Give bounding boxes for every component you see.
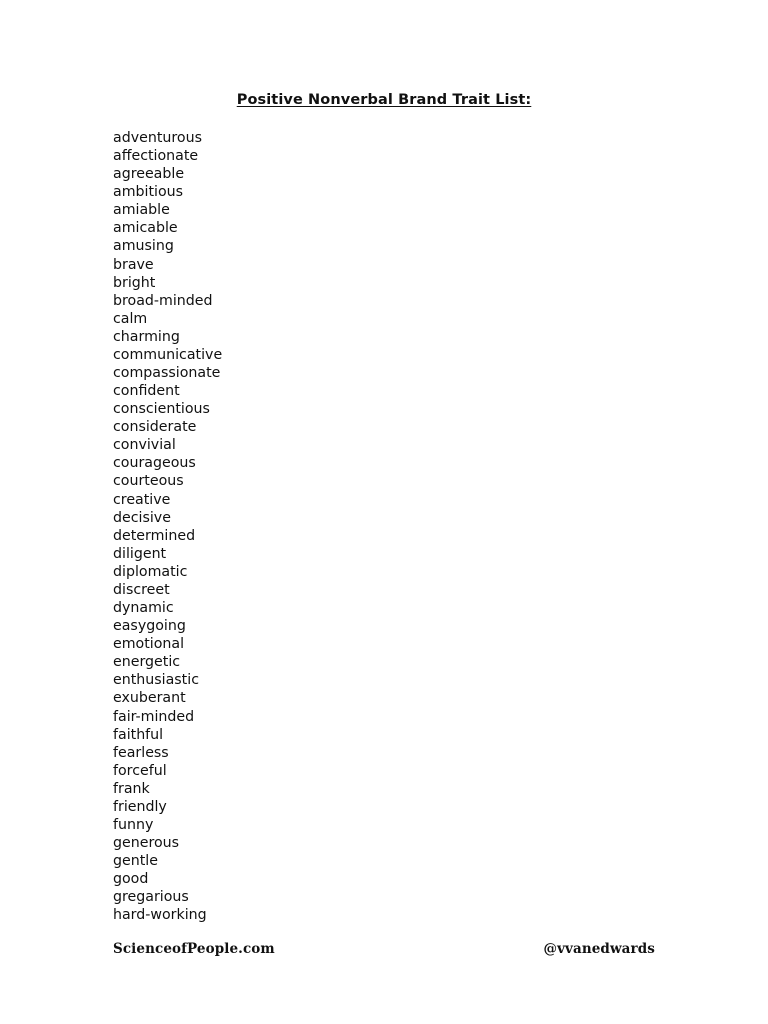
trait-item: creative [113,491,171,508]
trait-item: adventurous [113,130,202,146]
trait-item: fair-minded [113,708,195,725]
trait-item: conscientious [113,401,210,418]
trait-item: diligent [113,545,167,562]
trait-item: decisive [113,509,171,526]
trait-item: amicable [113,220,178,237]
document-title: Positive Nonverbal Brand Trait List: [236,92,532,108]
trait-item: amusing [113,238,174,255]
trait-item: considerate [113,419,197,436]
trait-item: communicative [113,346,223,363]
trait-item: calm [113,310,148,327]
trait-item: affectionate [113,148,199,165]
trait-item: brave [113,256,154,273]
trait-item: easygoing [113,618,186,635]
trait-item: emotional [113,636,185,653]
trait-item: gregarious [113,889,189,906]
trait-item: diplomatic [113,563,188,580]
trait-item: funny [113,816,154,833]
trait-item: energetic [113,654,181,671]
trait-list [113,129,222,924]
trait-item: good [113,871,149,888]
trait-item: dynamic [113,600,174,617]
trait-item: frank [113,780,150,797]
trait-item: exuberant [113,690,186,707]
trait-item: discreet [113,581,170,598]
trait-item: courageous [113,455,196,472]
trait-item: bright [113,274,156,291]
trait-item: confident [113,383,180,400]
trait-item: convivial [113,437,176,454]
trait-item: courteous [113,473,184,490]
trait-item: enthusiastic [113,672,199,689]
trait-item: agreeable [113,166,185,183]
footer-handle: @vvanedwards [543,941,655,957]
trait-item: gentle [113,853,158,870]
trait-item: determined [113,527,196,544]
trait-item: broad-minded [113,292,213,309]
trait-item: compassionate [113,365,221,382]
trait-item: faithful [113,726,164,743]
trait-item: fearless [113,744,169,761]
trait-item: forceful [113,762,167,779]
trait-item: charming [113,328,180,345]
trait-item: friendly [113,798,167,815]
trait-item: generous [113,835,180,852]
trait-item: ambitious [113,184,184,201]
footer-website: ScienceofPeople.com [113,941,275,957]
trait-item: amiable [113,202,170,219]
trait-item: hard-working [113,907,207,924]
